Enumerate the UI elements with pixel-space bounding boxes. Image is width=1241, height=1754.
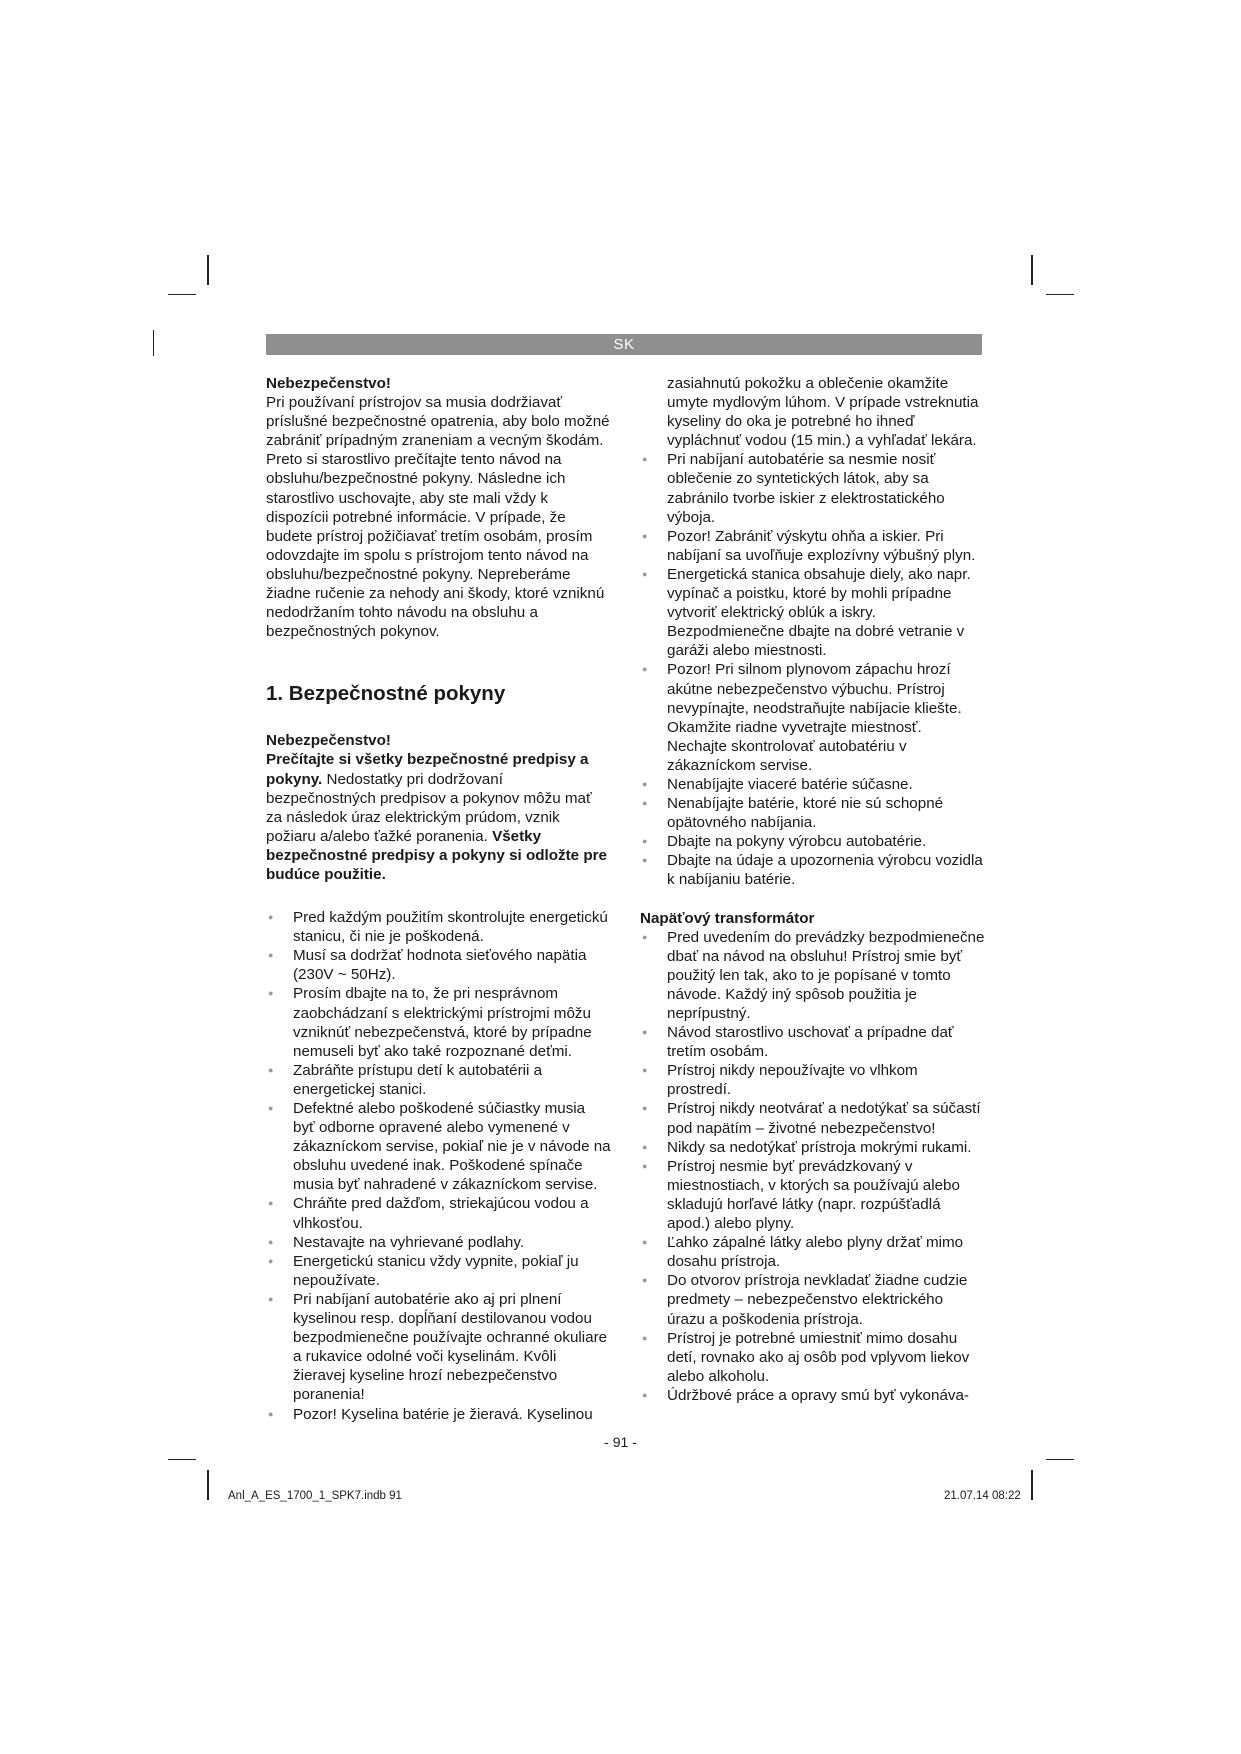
language-bar: SK (266, 334, 982, 355)
list-item: ● Do otvorov prístroja nevkladať žiadne cudzie predmety – nebezpečenstvo elektrického úrazu a poškodenia prístroja. (640, 1271, 985, 1328)
list-item: ● Pri nabíjaní autobatérie sa nesmie nosiť oblečenie zo syntetických látok, aby sa zabránilo tvorbe iskier z elektrostatického výboja. (640, 450, 985, 526)
crop-mark (1046, 1459, 1074, 1460)
list-item: ● Nenabíjajte viaceré batérie súčasne. (640, 775, 985, 794)
transformer-heading: Napäťový transformátor (640, 909, 815, 927)
crop-mark (153, 330, 154, 356)
left-bullet-list (266, 908, 611, 1424)
crop-mark (1046, 294, 1074, 295)
footer-file-info: Anl_A_ES_1700_1_SPK7.indb 91 (228, 1490, 402, 1502)
intro-heading: Nebezpečenstvo! (266, 375, 391, 392)
list-item: ● Údržbové práce a opravy smú byť vykonáva- (640, 1386, 985, 1405)
list-item: ● Energetickú stanicu vždy vypnite, pokiaľ ju nepoužívate. (266, 1252, 611, 1290)
continuation-text: zasiahnutú pokožku a oblečenie okamžite umyte mydlovým lúhom. V prípade vstreknutia kyseliny do oka je potrebné ho ihneď vypláchnuť vodou (15 min.) a vyhľadať lekára. (667, 375, 979, 450)
footer-date: 21.07.14 08:22 (944, 1490, 1021, 1502)
list-item: ● Pred uvedením do prevádzky bezpodmienečne dbať na návod na obsluhu! Prístroj smie byť použitý len tak, ako to je popísané v tomto návode. Každý iný spôsob použitia je neprípustný. (640, 928, 985, 1023)
list-item: ● Prosím dbajte na to, že pri nesprávnom zaobchádzaní s elektrickými prístrojmi môžu vzniknúť nebezpečenstvá, ktoré by prípadne nemuseli byť ako také rozpoznané deťmi. (266, 984, 611, 1060)
intro-text: Pri používaní prístrojov sa musia dodržiavať príslušné bezpečnostné opatrenia, aby bolo možné zabrániť prípadným zraneniam a vecným škodám. Preto si starostlivo prečítajte tento návod na obsluhu/bezpečnostné pokyny. Následne ich starostlivo uschovajte, aby ste mali vždy k dispozícii potrebné informácie. V prípade, že budete prístroj požičiavať tretím osobám, prosím odovzdajte im spolu s prístrojom tento návod na obsluhu/bezpečnostné pokyny. Nepreberáme žiadne ručenie za nehody ani škody, ktoré vzniknú nedodržaním tohto návodu na obsluhu a bezpečnostných pokynov. (266, 394, 610, 641)
warning-paragraph (266, 750, 611, 884)
list-item: ● Pred každým použitím skontrolujte energetickú stanicu, či nie je poškodená. (266, 908, 611, 946)
list-item: ● Nenabíjajte batérie, ktoré nie sú schopné opätovného nabíjania. (640, 794, 985, 832)
warning-bold-lead: Prečítajte si všetky bezpečnostné predpisy a pokyny. (266, 751, 589, 788)
warning-text: Nedostatky pri dodržovaní bezpečnostných predpisov a pokynov môžu mať za následok úraz elektrickým prúdom, vznik požiaru a/alebo ťažké poranenia. (266, 770, 592, 845)
list-item: ● Zabráňte prístupu detí k autobatérii a energetickej stanici. (266, 1061, 611, 1099)
list-item: ● Dbajte na údaje a upozornenia výrobcu vozidla k nabíjaniu batérie. (640, 851, 985, 889)
list-item: ● Pri nabíjaní autobatérie ako aj pri plnení kyselinou resp. dopĺňaní destilovanou vodou bezpodmienečne používajte ochranné okuliare a rukavice odolné voči kyselinám. Kvôli žieravej kyseline hrozí nebezpečenstvo poranenia! (266, 1290, 611, 1405)
list-item: ● Nikdy sa nedotýkať prístroja mokrými rukami. (640, 1138, 985, 1157)
list-item: ● Nestavajte na vyhrievané podlahy. (266, 1233, 611, 1252)
list-item: ● Prístroj nikdy nepoužívajte vo vlhkom prostredí. (640, 1061, 985, 1099)
transformer-bullet-list (640, 928, 985, 1405)
crop-mark (1031, 255, 1033, 285)
list-item: ● Prístroj nesmie byť prevádzkovaný v miestnostiach, v ktorých sa používajú alebo skladujú horľavé látky (napr. rozpúšťadlá apod.) alebo plyny. (640, 1157, 985, 1233)
crop-mark (207, 1470, 209, 1500)
list-item: ● Musí sa dodržať hodnota sieťového napätia (230V ~ 50Hz). (266, 946, 611, 984)
list-item: ● Chráňte pred dažďom, striekajúcou vodou a vlhkosťou. (266, 1194, 611, 1232)
left-column (266, 374, 611, 1424)
list-item: ● Pozor! Pri silnom plynovom zápachu hrozí akútne nebezpečenstvo výbuchu. Prístroj nevypínajte, neodstraňujte nabíjacie kliešte. Okamžite riadne vyvetrajte miestnosť. Nechajte skontrolovať autobatériu v zákazníckom servise. (640, 660, 985, 775)
warning-bold-tail: Všetky bezpečnostné predpisy a pokyny si odložte pre budúce použitie. (266, 827, 607, 883)
section-title: 1. Bezpečnostné pokyny (266, 682, 506, 706)
crop-mark (1031, 1470, 1033, 1500)
crop-mark (168, 294, 196, 295)
list-item: ● Ľahko zápalné látky alebo plyny držať mimo dosahu prístroja. (640, 1233, 985, 1271)
crop-mark (207, 255, 209, 285)
list-item: ● Návod starostlivo uschovať a prípadne dať tretím osobám. (640, 1023, 985, 1061)
warning-heading: Nebezpečenstvo! (266, 732, 391, 750)
list-item: ● Pozor! Zabrániť výskytu ohňa a iskier. Pri nabíjaní sa uvoľňuje explozívny výbušný plyn. (640, 527, 985, 565)
crop-mark (168, 1459, 196, 1460)
list-item: ● Dbajte na pokyny výrobcu autobatérie. (640, 832, 985, 851)
list-item: ● Prístroj nikdy neotvárať a nedotýkať sa súčastí pod napätím – životné nebezpečenstvo! (640, 1099, 985, 1137)
page-number: - 91 - (604, 1434, 637, 1450)
list-item: ● Prístroj je potrebné umiestniť mimo dosahu detí, rovnako ako aj osôb pod vplyvom liekov alebo alkoholu. (640, 1329, 985, 1386)
right-column (640, 374, 985, 1405)
list-item: ● Pozor! Kyselina batérie je žieravá. Kyselinou (266, 1405, 611, 1424)
list-item: ● Defektné alebo poškodené súčiastky musia byť odborne opravené alebo vymenené v zákazníckom servise, pokiaľ nie je v návode na obsluhu uvedené inak. Poškodené spínače musia byť nahradené v zákazníckom servise. (266, 1099, 611, 1194)
right-bullet-list (640, 450, 985, 889)
list-item: ● Energetická stanica obsahuje diely, ako napr. vypínač a poistku, ktoré by mohli prípadne vytvoriť elektrický oblúk a iskry. Bezpodmienečne dbajte na dobré vetranie v garáži alebo miestnosti. (640, 565, 985, 660)
